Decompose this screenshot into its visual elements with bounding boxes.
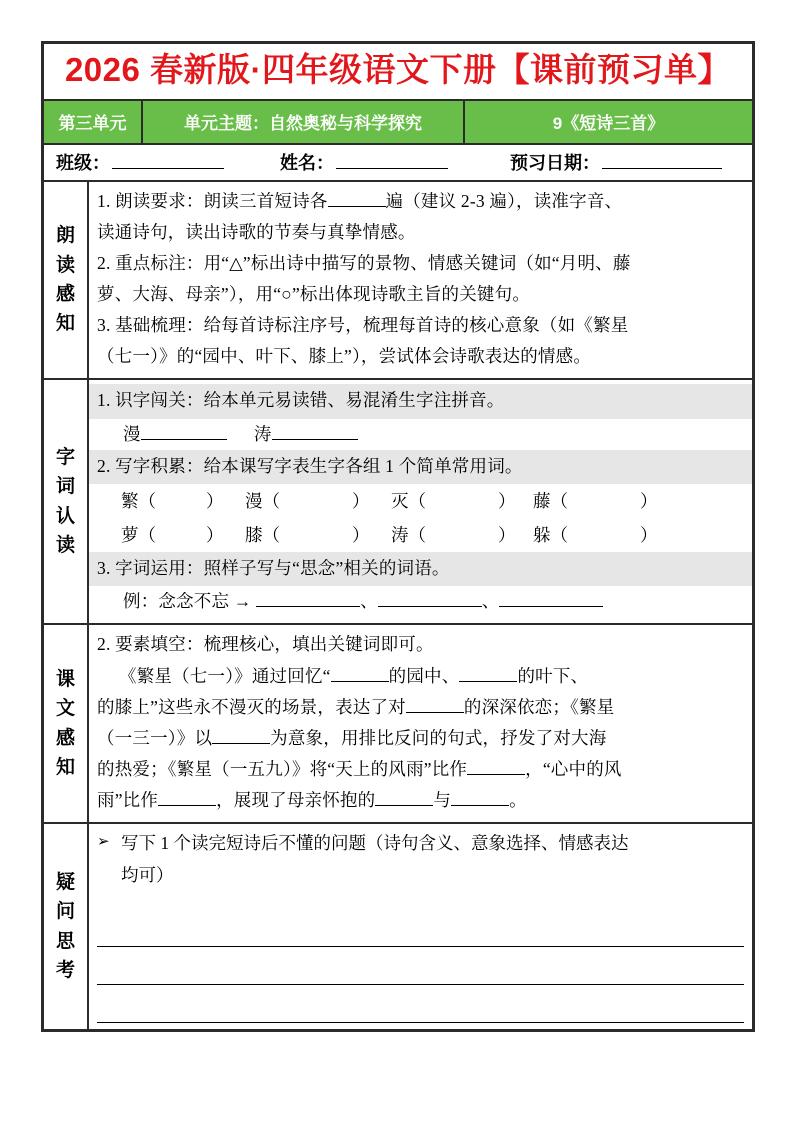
pinyin-exercise-row: [97, 419, 744, 450]
section-label-char: 认: [55, 505, 75, 527]
char-word-cell[interactable]: [533, 518, 744, 552]
task-text: 1. 朗读要求：朗读三首短诗各: [97, 190, 328, 211]
char-label: 萝（: [121, 524, 156, 545]
char-label: 躲（: [533, 524, 568, 545]
fill-text: 与: [433, 790, 452, 811]
fill-text: 的膝上”这些永不漫灭的场景，表达了对: [97, 696, 406, 717]
separator: 、: [360, 591, 378, 612]
section-text-comprehension: [44, 625, 752, 824]
section-label-char: 疑: [55, 871, 75, 893]
fill-blank[interactable]: [212, 729, 270, 744]
section-label-text: [44, 625, 89, 822]
fill-blank[interactable]: [328, 192, 386, 207]
task-line: 读通诗句，读出诗歌的节奏与真挚情感。: [97, 221, 416, 242]
name-label: 姓名：: [280, 153, 334, 174]
fill-text: 的园中、: [388, 665, 460, 686]
section-label-char: 问: [55, 901, 75, 923]
fill-text: ，“心中的风: [525, 758, 622, 779]
class-label: 班级：: [56, 153, 110, 174]
pinyin-blank[interactable]: [141, 425, 227, 440]
fill-blank[interactable]: [331, 667, 389, 682]
fill-text: 《繁星（七一）》通过回忆“: [119, 665, 331, 686]
char-label: 藤（: [533, 490, 568, 511]
fill-blank[interactable]: [406, 698, 464, 713]
section-label-char: 读: [55, 535, 75, 557]
separator: 、: [481, 591, 500, 612]
pinyin-char: 涛: [253, 423, 272, 444]
lesson-title-cell: 9《短诗三首》: [465, 101, 752, 143]
prompt-text: 写下 1 个读完短诗后不懂的问题（诗句含义、意象选择、情感表达: [121, 833, 629, 854]
task-heading-2: 2. 写字积累：给本课写字表生字各组 1 个简单常用词。: [89, 450, 752, 484]
section-label-char: 课: [55, 668, 75, 690]
task-line: 萝、大海、母亲”），用“○”标出体现诗歌主旨的关键句。: [97, 284, 531, 305]
section-label-char: 文: [55, 698, 75, 720]
name-field[interactable]: [280, 149, 448, 175]
word-blank[interactable]: [378, 592, 482, 607]
fill-blank-line: [97, 723, 744, 754]
task-heading-3: 3. 字词运用：照样子写与“思念”相关的词语。: [89, 552, 752, 586]
fill-text: ，展现了母亲怀抱的: [216, 790, 376, 811]
write-line[interactable]: [97, 909, 744, 947]
char-label: 灭（: [391, 490, 426, 511]
task-heading: 2. 要素填空：梳理核心，填出关键词即可。: [97, 634, 434, 655]
task-text: 遍（建议 2-3 遍），读准字音、: [385, 190, 623, 211]
student-info-row: [44, 145, 752, 182]
char-word-cell[interactable]: [121, 518, 245, 552]
fill-text: 的热爱；《繁星（一五九）》将“天上的风雨”比作: [97, 758, 468, 779]
class-input-blank[interactable]: [112, 153, 224, 169]
fill-blank-line: [97, 785, 744, 816]
example-word-row: [97, 586, 744, 617]
fill-blank[interactable]: [375, 791, 433, 806]
pinyin-blank[interactable]: [272, 425, 358, 440]
paren-close: ）: [498, 524, 516, 545]
section-label-char: 思: [55, 930, 75, 952]
date-field[interactable]: [510, 149, 722, 175]
date-label: 预习日期：: [510, 153, 600, 174]
char-label: 繁（: [121, 490, 156, 511]
name-input-blank[interactable]: [336, 153, 448, 169]
answer-write-area[interactable]: [97, 891, 744, 1023]
unit-number-cell: 第三单元: [44, 101, 143, 143]
write-line[interactable]: [97, 947, 744, 985]
section-label-reading: [44, 182, 89, 379]
fill-blank-line: [97, 754, 744, 785]
section-body-questions: [89, 824, 752, 1029]
class-field[interactable]: [56, 149, 224, 175]
section-label-char: 感: [55, 727, 75, 749]
char-word-row: [97, 518, 744, 552]
arrow-bullet-icon: ➢: [97, 832, 110, 851]
char-label: 涛（: [391, 524, 426, 545]
fill-blank-line: [97, 661, 744, 692]
paren-close: ）: [206, 490, 224, 511]
task-heading-1: 1. 识字闯关：给本单元易读错、易混淆生字注拼音。: [89, 384, 752, 418]
section-label-char: 感: [55, 284, 75, 306]
fill-blank[interactable]: [467, 760, 525, 775]
word-blank[interactable]: [256, 592, 360, 607]
page-title: 2026 春新版·四年级语文下册【课前预习单】: [64, 51, 732, 88]
task-line: 2. 重点标注：用“△”标出诗中描写的景物、情感关键词（如“月明、藤: [97, 252, 631, 273]
char-word-cell[interactable]: [391, 518, 533, 552]
pinyin-char: 漫: [123, 423, 141, 444]
char-label: 膝（: [245, 524, 280, 545]
section-label-questions: [44, 824, 89, 1029]
paren-close: ）: [498, 490, 516, 511]
worksheet-title-row: [44, 44, 752, 101]
section-label-char: 词: [55, 476, 75, 498]
section-label-vocabulary: [44, 380, 89, 623]
word-blank[interactable]: [499, 592, 603, 607]
fill-text: 为意象，用排比反问的句式，抒发了对大海: [270, 727, 607, 748]
section-label-char: 知: [55, 313, 75, 335]
write-line[interactable]: [97, 985, 744, 1023]
prompt-text-continued: 均可）: [121, 864, 174, 885]
date-input-blank[interactable]: [602, 153, 722, 169]
paren-close: ）: [352, 524, 370, 545]
unit-theme-cell: 单元主题：自然奥秘与科学探究: [143, 101, 465, 143]
char-word-cell[interactable]: [391, 484, 533, 518]
char-word-row: [97, 484, 744, 518]
fill-text: （一三一）》以: [97, 727, 213, 748]
section-label-char: 读: [55, 254, 75, 276]
unit-header-band: [44, 101, 752, 145]
fill-text: 。: [509, 790, 527, 811]
worksheet-sheet: [41, 41, 755, 1032]
task-line: [97, 186, 744, 217]
example-prefix: 例：念念不忘 →: [123, 591, 252, 612]
section-body-reading: [89, 182, 752, 379]
char-word-cell[interactable]: [245, 518, 391, 552]
task-line: （七一）》的“园中、叶下、膝上”），尝试体会诗歌表达的情感。: [97, 346, 592, 367]
section-label-char: 字: [55, 447, 75, 469]
paren-close: ）: [206, 524, 224, 545]
section-label-char: 考: [55, 960, 75, 982]
task-line: 3. 基础梳理：给每首诗标注序号，梳理每首诗的核心意象（如《繁星: [97, 315, 629, 336]
char-word-cell[interactable]: [121, 484, 245, 518]
char-word-cell[interactable]: [533, 484, 744, 518]
char-label: 漫（: [245, 490, 280, 511]
fill-text: 的深深依恋；《繁星: [463, 696, 615, 717]
fill-text: 的叶下、: [517, 665, 589, 686]
fill-blank[interactable]: [459, 667, 517, 682]
question-prompt: [97, 828, 744, 860]
section-questions: [44, 824, 752, 1029]
section-label-char: 朗: [55, 225, 75, 247]
fill-blank-line: [97, 692, 744, 723]
section-label-char: 知: [55, 757, 75, 779]
fill-text: 雨”比作: [97, 790, 159, 811]
paren-close: ）: [352, 490, 370, 511]
section-vocabulary: [44, 380, 752, 625]
section-body-text: [89, 625, 752, 822]
fill-blank[interactable]: [451, 791, 509, 806]
paren-close: ）: [640, 490, 658, 511]
fill-blank[interactable]: [158, 791, 216, 806]
char-word-cell[interactable]: [245, 484, 391, 518]
section-body-vocabulary: [89, 380, 752, 623]
paren-close: ）: [640, 524, 658, 545]
section-reading-perception: [44, 182, 752, 381]
